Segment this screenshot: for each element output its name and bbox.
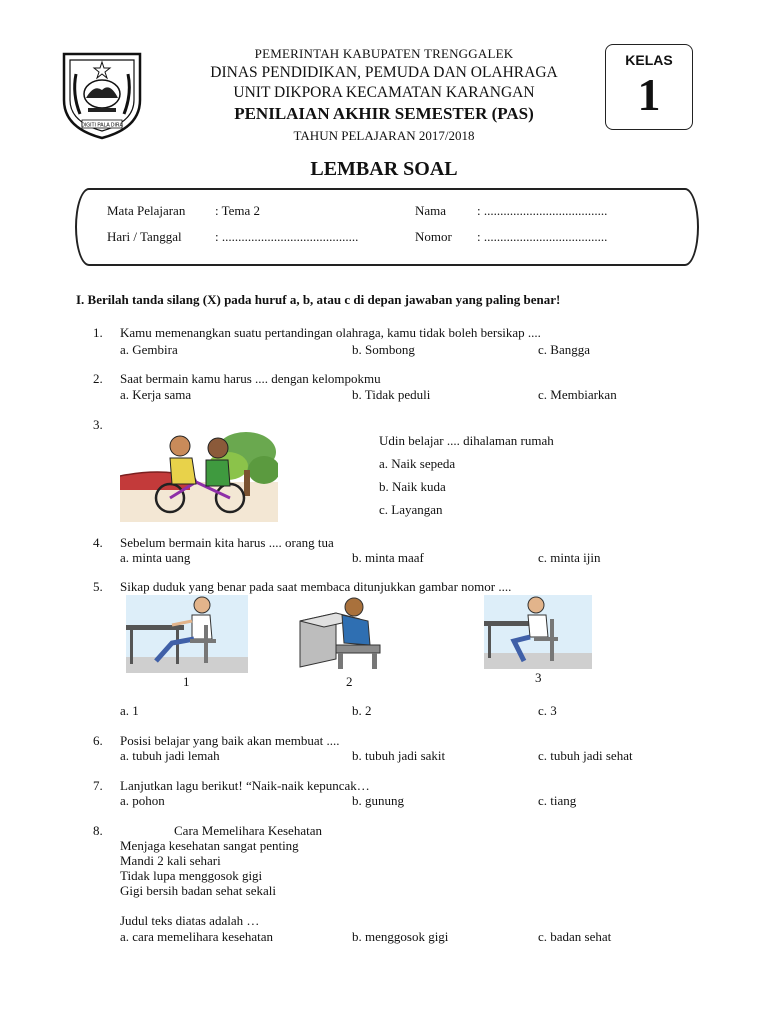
logo-text: DIGITI PALA DIRA <box>81 122 123 129</box>
question-text: Judul teks diatas adalah … <box>120 913 260 928</box>
poem-line: Menjaga kesehatan sangat penting <box>120 838 299 853</box>
mapel-value: : Tema 2 <box>215 203 261 218</box>
question-text: Posisi belajar yang baik akan membuat .... <box>120 733 340 748</box>
option-a[interactable]: a. 1 <box>120 703 139 718</box>
option-c[interactable]: c. Layangan <box>379 502 443 517</box>
hari-field[interactable]: : .......................................... <box>215 229 359 244</box>
option-c[interactable]: c. minta ijin <box>538 550 601 565</box>
question-number: 2. <box>93 371 103 386</box>
figure-label-2: 2 <box>346 674 353 689</box>
question-number: 5. <box>93 579 103 594</box>
kelas-box <box>605 44 693 130</box>
option-c[interactable]: c. Bangga <box>538 342 590 357</box>
option-a[interactable]: a. Gembira <box>120 342 178 357</box>
mapel-label: Mata Pelajaran <box>107 203 186 218</box>
sitting-posture-1 <box>126 595 248 673</box>
student-info-box <box>75 188 699 266</box>
option-a[interactable]: a. cara memelihara kesehatan <box>120 929 274 944</box>
question-number: 1. <box>93 325 103 340</box>
question-number: 6. <box>93 733 103 748</box>
option-c[interactable]: c. tubuh jadi sehat <box>538 748 633 763</box>
header-line-3: UNIT DIKPORA KECAMATAN KARANGAN <box>233 84 535 101</box>
option-b[interactable]: b. menggosok gigi <box>352 929 449 944</box>
nomor-label: Nomor <box>415 229 452 244</box>
question-text: Saat bermain kamu harus .... dengan kelompokmu <box>120 371 381 386</box>
question-text: Sikap duduk yang benar pada saat membaca ditunjukkan gambar nomor .... <box>120 579 512 594</box>
option-a[interactable]: a. tubuh jadi lemah <box>120 748 220 763</box>
question-text: Lanjutkan lagu berikut! “Naik-naik kepuncak… <box>120 778 370 793</box>
poem-line: Mandi 2 kali sehari <box>120 853 221 868</box>
poem-line: Gigi bersih badan sehat sekali <box>120 883 276 898</box>
option-b[interactable]: b. Naik kuda <box>379 479 446 494</box>
sitting-posture-3 <box>484 595 592 669</box>
option-c[interactable]: c. 3 <box>538 703 557 718</box>
nama-field[interactable]: : ...................................... <box>477 203 608 218</box>
bicycle-illustration <box>120 430 278 522</box>
question-number: 7. <box>93 778 103 793</box>
exam-title: PENILAIAN AKHIR SEMESTER (PAS) <box>234 104 534 123</box>
option-a[interactable]: a. minta uang <box>120 550 191 565</box>
question-text: Kamu memenangkan suatu pertandingan olahraga, kamu tidak boleh bersikap .... <box>120 325 541 340</box>
question-number: 4. <box>93 535 103 550</box>
page-title: LEMBAR SOAL <box>310 158 458 180</box>
header-line-1: PEMERINTAH KABUPATEN TRENGGALEK <box>254 46 514 61</box>
kelas-number: 1 <box>637 69 661 120</box>
figure-label-1: 1 <box>183 674 190 689</box>
option-b[interactable]: b. minta maaf <box>352 550 424 565</box>
option-a[interactable]: a. pohon <box>120 793 165 808</box>
hari-label: Hari / Tanggal <box>107 229 182 244</box>
question-number: 3. <box>93 417 103 432</box>
instruction: I. Berilah tanda silang (X) pada huruf a, b, atau c di depan jawaban yang paling benar! <box>76 292 561 307</box>
option-b[interactable]: b. gunung <box>352 793 404 808</box>
nomor-field[interactable]: : ...................................... <box>477 229 608 244</box>
option-c[interactable]: c. badan sehat <box>538 929 612 944</box>
sitting-posture-2 <box>296 597 402 673</box>
nama-label: Nama <box>415 203 447 218</box>
kelas-label: KELAS <box>625 52 673 68</box>
option-a[interactable]: a. Naik sepeda <box>379 456 456 471</box>
option-b[interactable]: b. tubuh jadi sakit <box>352 748 446 763</box>
option-b[interactable]: b. 2 <box>352 703 372 718</box>
poem-title: Cara Memelihara Kesehatan <box>174 823 322 838</box>
option-c[interactable]: c. Membiarkan <box>538 387 617 402</box>
question-text: Sebelum bermain kita harus .... orang tua <box>120 535 334 550</box>
option-b[interactable]: b. Tidak peduli <box>352 387 431 402</box>
poem-line: Tidak lupa menggosok gigi <box>120 868 263 883</box>
question-number: 8. <box>93 823 103 838</box>
option-b[interactable]: b. Sombong <box>352 342 415 357</box>
figure-label-3: 3 <box>535 670 542 685</box>
option-a[interactable]: a. Kerja sama <box>120 387 192 402</box>
header-line-2: DINAS PENDIDIKAN, PEMUDA DAN OLAHRAGA <box>210 64 558 81</box>
school-year: TAHUN PELAJARAN 2017/2018 <box>293 128 475 143</box>
option-c[interactable]: c. tiang <box>538 793 577 808</box>
question-text: Udin belajar .... dihalaman rumah <box>379 433 554 448</box>
